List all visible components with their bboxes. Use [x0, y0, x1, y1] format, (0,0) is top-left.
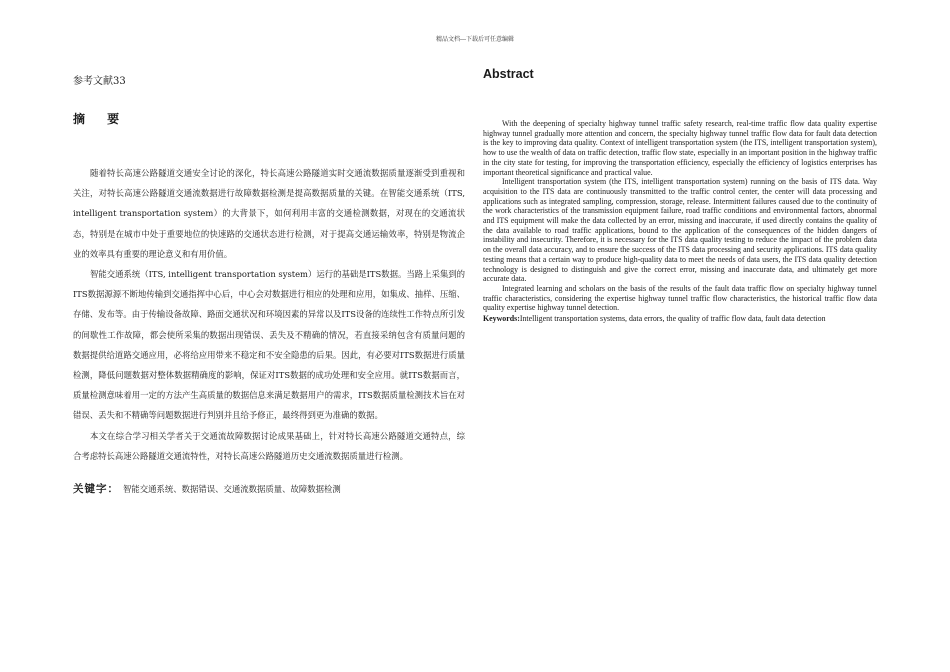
chinese-paragraph-1: 随着特长高速公路隧道交通安全讨论的深化，特长高速公路隧道实时交通流数据质量逐渐受到重视和关注，对特长高速公路隧道交通流数据进行故障数据检测是提高数据质量的关键。在智能交通系统（ITS, intelligent transportation system）的大背景下，如何利用丰富的交通检测数据，对现在的交通流状态，特别是在城市中处于重要地位的快速路的交通状态进行检测，对于提高交通运输效率，特别是物流企业的效率具有重要的理论意义和有用价值。	[73, 168, 465, 259]
english-keywords-text: Intelligent transportation systems, data errors, the quality of traffic flow data, fault data detection	[519, 314, 826, 324]
chinese-paragraph-2: 智能交通系统（ITS, intelligent transportation system）运行的基础是ITS数据。当路上采集到的ITS数据源源不断地传输到交通指挥中心后，中心会对数据进行相应的处理和应用，如集成、抽样、压缩、存储、发布等。由于传输设备故障、路面交通状况和环境因素的异常以及ITS设备的连续性工作特点所引发的间歇性工作故障，都会使所采集的数据出现错误、丢失及不精确的情况，若直接采纳包含有质量问题的数据提供给道路交通应用，必将给应用带来不稳定和不安全隐患的后果。因此，有必要对ITS数据进行质量检测，降低问题数据对整体数据精确度的影响，保证对ITS数据的成功处理和安全应用。就ITS数据而言，质量检测意味着用一定的方法产生高质量的数据信息来满足数据用户的需求，ITS数据质量检测技术旨在对错误、丢失和不精确等问题数据进行判别并且给予修正，最终得到更为准确的数据。	[73, 269, 466, 421]
english-paragraph-2: Intelligent transportation system (the ITS, intelligent transportation system) running on the basis of ITS data. Way acquisition to the ITS data are continuously transmitted to the traffic control center, the center will data processing and applications such as integrated sampling, compression, storage, release. Intermittent failures caused due to the continuity of the work characteristics of the transmission equipment failure, road traffic conditions and environmental factors, abnormal and ITS equipment will make the data collected by an error, missing and inaccurate, if used directly contains the quality of the data available to road traffic applications, bound to the application of the consequences of the hidden dangers of instability and insecurity. Therefore, it is necessary for the ITS data quality testing to reduce the impact of the problem data on the overall data accuracy, and to ensure the success of the ITS data processing and security applications. ITS data quality testing means that a certain way to produce high-quality data to meet the needs of data users, the ITS data quality detection technology is designed to distinguish and give the correct error, missing and inaccurate data, and ultimately get more accurate data.	[483, 177, 877, 284]
chinese-keywords-label: 关键字：	[73, 483, 119, 496]
chinese-abstract-heading: 摘 要	[73, 112, 129, 126]
english-column	[483, 67, 877, 324]
english-paragraph-3: Integrated learning and scholars on the basis of the results of the fault data traffic flow on specialty highway tunnel traffic characteristics, considering the expertise highway tunnel traffic flow characteristics, the historical traffic flow data quality expertise highway tunnel detection.	[483, 283, 877, 313]
english-keywords	[483, 313, 877, 324]
reference-title: 参考文献33	[73, 76, 126, 87]
chinese-keywords	[73, 481, 465, 496]
chinese-keywords-text: 智能交通系统、数据错误、交通流数据质量、故障数据检测	[123, 484, 341, 495]
chinese-paragraph-3: 本文在综合学习相关学者关于交通流故障数据讨论成果基础上，针对特长高速公路隧道交通特点，综合考虑特长高速公路隧道交通流特性，对特长高速公路隧道历史交通流数据质量进行检测。	[73, 430, 465, 461]
english-abstract-body	[483, 119, 877, 324]
page-header: 精品文档---下载后可任意编辑	[435, 36, 515, 43]
chinese-abstract-body	[73, 163, 465, 466]
chinese-column	[73, 72, 465, 496]
english-paragraph-1: With the deepening of specialty highway tunnel traffic safety research, real-time traffic flow data quality expertise highway tunnel gradually more attention and concern, the specialty highway tunnel traffic flow data for fault data detection is the key to improving data quality. Context of intelligent transportation system (the ITS, intelligent transportation system), how to use the wealth of data on traffic detection, traffic flow state, especially in an important position in the highway traffic in the city state for testing, for improving the transportation efficiency, especially the efficiency of logistics enterprises has important theoretical significance and practical value.	[483, 119, 877, 177]
english-keywords-label: Keywords:	[483, 314, 520, 324]
english-abstract-title: Abstract	[483, 67, 534, 81]
